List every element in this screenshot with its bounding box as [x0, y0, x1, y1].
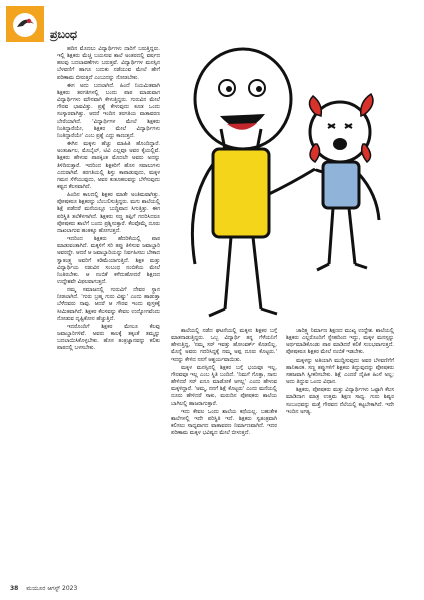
paragraph: ಇದರೊಂದಿಗೆ ಶಿಕ್ಷಕರ ಮೇಲೂ ಕೆಲವು ಜವಾಬ್ದಾರಿಗಳಿವೆ. ಅವರು ಕಾಲಕ್ಕೆ ತಕ್ಕಂತೆ ತಮ್ಮನ್ನು ಬದಲಾಯಿಸಿಕೊಳ್ಳಬೇಕು. ಹೊಸ ತಂತ್ರಜ್ಞಾನವನ್ನು ಕಲಿತು ಪಾಠದಲ್ಲಿ ಬಳಸಬೇಕು. — [57, 323, 160, 352]
section-title: ಪ್ರಬಂಧ — [50, 28, 77, 41]
paragraph: ಹದಿನ ಮೊದಲು ವಿದ್ಯಾರ್ಥಿಗಳು ದಾರಿಗೆ ಬರುತ್ತಿದ್ದರು. ಇಲ್ಲಿ ಶಿಕ್ಷಕರು ಮೆಚ್ಚಿ ಬಯಸುವ ಶಾಲೆ ಅಂತರದಲ್ಲಿ ವರ್ಷದ ಹಲವು ಬದಲಾವಣೆಗಳು ಬರುತ್ತವೆ. ವಿದ್ಯಾರ್ಥಿಗಳ ಮನಸ್ಸಿನ ಬೆಳವಣಿಗೆ ಹಾಗೂ ಬದುಕು ನಡೆಯುವ ಮೇಲೆ ಹೇಗೆ ಪರಿಣಾಮ ಬೀರುತ್ತದೆ ಎಂಬುದನ್ನು ನೋಡಬೇಕು. — [57, 46, 160, 81]
article-column-2 — [171, 328, 277, 568]
paragraph: ಈಗಿನ ಮಕ್ಕಳು ಹೆಚ್ಚು ಮಾಹಿತಿ ಹೊಂದಿದ್ದಾರೆ. ಅಂತರ್ಜಾಲ, ಮೊಬೈಲ್, ಟಿವಿ ಎಲ್ಲವೂ ಅವರ ಕೈಯಲ್ಲಿವೆ. ಶಿಕ್ಷಕರು ಹೇಳುವ ಪಾಠಕ್ಕಿಂತ ಮೊದಲೇ ಅವರು ಅದನ್ನು ತಿಳಿದಿರುತ್ತಾರೆ. ಇದರಿಂದ ಶಿಕ್ಷಕರಿಗೆ ಹೊಸ ಸವಾಲುಗಳು ಎದುರಾಗಿವೆ. ತರಗತಿಯಲ್ಲಿ ಶಿಸ್ತು ಕಾಪಾಡುವುದು, ಮಕ್ಕಳ ಗಮನ ಸೆಳೆಯುವುದು, ಅವರ ಕುತೂಹಲವನ್ನು ಬೆಳೆಸುವುದು ಕಷ್ಟದ ಕೆಲಸವಾಗಿದೆ. — [57, 141, 160, 190]
paragraph: ಮಕ್ಕಳ ಮನಸ್ಸಿನಲ್ಲಿ ಶಿಕ್ಷಕರ ಬಗ್ಗೆ ಭಯವೂ ಇಲ್ಲ, ಗೌರವವೂ ಇಲ್ಲ ಎಂಬ ಸ್ಥಿತಿ ಬಂದಿದೆ. 'ನಿಮಗೆ ಗೊತ್ತಾ, ನಾನು ಹೇಳಿದರೆ ಸರ್ ಏನೂ ಮಾಡೋಕೆ ಆಗಲ್ಲ' ಎಂದು ಹೇಳುವ ಮಕ್ಕಳಿದ್ದಾರೆ. 'ಅಮ್ಮ, ನನಗೆ ಶಿಕ್ಷೆ ಕೊಟ್ಟರು' ಎಂದು ಮನೆಯಲ್ಲಿ ದೂರು ಹೇಳಿದರೆ ಸಾಕು, ಮರುದಿನ ಪೋಷಕರು ಶಾಲೆಯ ಬಾಗಿಲಲ್ಲಿ ಹಾಜರಾಗುತ್ತಾರೆ. — [171, 364, 277, 407]
paragraph: ಇದರಿಂದ ಶಿಕ್ಷಕರು ಹೆದರಿಕೆಯಲ್ಲಿ ಪಾಠ ಮಾಡುವಂತಾಗಿದೆ. ಮಕ್ಕಳಿಗೆ ಸರಿ ತಪ್ಪು ತಿಳಿಸುವ ಜವಾಬ್ದಾರಿ ಅವರದ್ದೇ. ಆದರೆ ಆ ಜವಾಬ್ದಾರಿಯನ್ನು ನಿರ್ವಹಿಸಲು ಬೇಕಾದ ಸ್ವಾತಂತ್ರ್ಯ ಅವರಿಗೆ ಕಡಿಮೆಯಾಗುತ್ತಿದೆ. ಶಿಕ್ಷಕ ಮತ್ತು ವಿದ್ಯಾರ್ಥಿಯ ನಡುವಿನ ಸಂಬಂಧ ನಂಬಿಕೆಯ ಮೇಲೆ ನಿಂತಿರಬೇಕು. ಆ ನಂಬಿಕೆ ಕಳೆದುಹೋದರೆ ಶಿಕ್ಷಣದ ಉದ್ದೇಶವೇ ವಿಫಲವಾಗುತ್ತದೆ. — [57, 236, 160, 285]
publication-name: ಮಯೂರ ಆಗಸ್ಟ್ 2023 — [26, 585, 78, 592]
paragraph: ಇದು ಕೇವಲ ಒಂದು ಶಾಲೆಯ ಕಥೆಯಲ್ಲ. ಬಹುತೇಕ ಶಾಲೆಗಳಲ್ಲಿ ಇದೇ ಪರಿಸ್ಥಿತಿ ಇದೆ. ಶಿಕ್ಷಕರು ಸ್ವತಂತ್ರವಾಗಿ ಕಲಿಸಲು ಸಾಧ್ಯವಾಗದ ವಾತಾವರಣ ನಿರ್ಮಾಣವಾಗಿದೆ. ಇದರ ಪರಿಣಾಮ ಮಕ್ಕಳ ಭವಿಷ್ಯದ ಮೇಲೆ ಬೀಳುತ್ತದೆ. — [171, 408, 277, 437]
cartoon-illustration — [165, 44, 410, 326]
page-footer — [10, 585, 77, 593]
paragraph: ಮಕ್ಕಳನ್ನು ಅತಿಯಾಗಿ ಮುದ್ದಿಸುವುದು ಅವರ ಬೆಳವಣಿಗೆಗೆ ಹಾನಿಕಾರಕ. ಸಣ್ಣ ತಪ್ಪುಗಳಿಗೆ ಶಿಕ್ಷಕರು ತಿದ್ದುವುದನ್ನು ಪೋಷಕರು ಸಹಜವಾಗಿ ಸ್ವೀಕರಿಸಬೇಕು. ಶಿಕ್ಷೆ ಎಂದರೆ ದೈಹಿಕ ಹಿಂಸೆ ಅಲ್ಲ; ಅದು ತಿದ್ದುವ ಒಂದು ವಿಧಾನ. — [286, 357, 394, 386]
page-number: 38 — [10, 585, 19, 592]
magazine-logo — [6, 6, 44, 42]
logo-emblem-icon — [6, 6, 44, 42]
article-column-1 — [57, 46, 160, 568]
paragraph: ಹಿಂದಿನ ಕಾಲದಲ್ಲಿ ಶಿಕ್ಷಕರ ಮಾತೇ ಅಂತಿಮವಾಗಿತ್ತು. ಪೋಷಕರೂ ಶಿಕ್ಷಕರನ್ನು ಬೆಂಬಲಿಸುತ್ತಿದ್ದರು. ಮಗು ಶಾಲೆಯಲ್ಲಿ ಶಿಕ್ಷೆ ಪಡೆದರೆ ಮನೆಯಲ್ಲೂ ಬುದ್ಧಿವಾದ ಸಿಗುತ್ತಿತ್ತು. ಈಗ ಪರಿಸ್ಥಿತಿ ತಲೆಕೆಳಗಾಗಿದೆ. ಶಿಕ್ಷಕರು ಸಣ್ಣ ತಪ್ಪಿಗೆ ಗದರಿಸಿದರೂ ಪೋಷಕರು ಶಾಲೆಗೆ ಬಂದು ಪ್ರಶ್ನಿಸುತ್ತಾರೆ. ಕೆಲವೊಮ್ಮೆ ದೂರು ದಾಖಲಾಗುವ ಹಂತಕ್ಕೂ ಹೋಗುತ್ತದೆ. — [57, 192, 160, 234]
paragraph: ನಮ್ಮ ಸಮಾಜದಲ್ಲಿ ಗುರುವಿಗೆ ದೇವರ ಸ್ಥಾನ ನೀಡಲಾಗಿದೆ. 'ಗುರು ಬ್ರಹ್ಮ ಗುರು ವಿಷ್ಣು' ಎಂದು ಹಾಡುತ್ತಾ ಬೆಳೆದವರು ನಾವು. ಆದರೆ ಆ ಗೌರವ ಇಂದು ಪುಸ್ತಕಕ್ಕೆ ಸೀಮಿತವಾಗಿದೆ. ಶಿಕ್ಷಕರ ಕೆಲಸವನ್ನು ಕೇವಲ ಉದ್ಯೋಗವೆಂದು ನೋಡುವ ದೃಷ್ಟಿಕೋನ ಹೆಚ್ಚುತ್ತಿದೆ. — [57, 287, 160, 322]
paragraph: ಶಿಕ್ಷಕರು, ಪೋಷಕರು ಮತ್ತು ವಿದ್ಯಾರ್ಥಿಗಳು ಒಟ್ಟಾಗಿ ಕೆಲಸ ಮಾಡಿದಾಗ ಮಾತ್ರ ಉತ್ತಮ ಶಿಕ್ಷಣ ಸಾಧ್ಯ. ಗುರು ಶಿಷ್ಯರ ಸಂಬಂಧವನ್ನು ಮತ್ತೆ ಗೌರವದ ನೆಲೆಯಲ್ಲಿ ಕಟ್ಟಬೇಕಾಗಿದೆ. ಇದೇ ಇಂದಿನ ಅಗತ್ಯ. — [286, 387, 394, 415]
paragraph: ಈಗ ಅದು ಬದಲಾಗಿದೆ. ಹಿಂದೆ ನಿಯಮಿತವಾಗಿ ಶಿಕ್ಷಕರು ತರಗತಿಗಳಲ್ಲಿ ಬಂದು ಪಾಠ ಮಾಡುವಾಗ ವಿದ್ಯಾರ್ಥಿಗಳು ಮೌನವಾಗಿ ಕೇಳುತ್ತಿದ್ದರು. ಗುರುವಿನ ಮೇಲೆ ಗೌರವ ಭಾವವಿತ್ತು. ಪ್ರಶ್ನೆ ಕೇಳುವುದು ಕೂಡ ಒಂದು ಸಂಸ್ಕಾರವಾಗಿತ್ತು. ಆದರೆ ಇಂದಿನ ತರಗತಿಯ ವಾತಾವರಣ ಬೇರೆಯಾಗಿದೆ. 'ವಿದ್ಯಾರ್ಥಿಗಳ ಮೇಲೆ ಶಿಕ್ಷಕರು ನಿಂತಿದ್ದಾರೆಯೇ, ಶಿಕ್ಷಕರ ಮೇಲೆ ವಿದ್ಯಾರ್ಥಿಗಳು ನಿಂತಿದ್ದಾರೆಯೇ' ಎಂಬ ಪ್ರಶ್ನೆ ಎದ್ದು ಕಾಣುತ್ತದೆ. — [57, 82, 160, 139]
article-column-3 — [286, 328, 394, 568]
paragraph: ಶಾಲೆಯಲ್ಲಿ ನಡೆದ ಘಟನೆಯಲ್ಲಿ ಮಕ್ಕಳು ಶಿಕ್ಷಕರ ಬಗ್ಗೆ ಮಾತನಾಡುತ್ತಿದ್ದರು. ಒಬ್ಬ ವಿದ್ಯಾರ್ಥಿ ತನ್ನ ಗೆಳೆಯನಿಗೆ ಹೇಳುತ್ತಿದ್ದ, 'ನಮ್ಮ ಸರ್ ಇವತ್ತು ಹೋಂವರ್ಕ್ ಕೊಡಲಿಲ್ಲ, ಮೊನ್ನೆ ಅವರು ಗದರಿಸಿದ್ದಕ್ಕೆ ನಮ್ಮ ಅಪ್ಪ ದೂರು ಕೊಟ್ಟರು.' ಇದನ್ನು ಕೇಳಿದ ನನಗೆ ಆಶ್ಚರ್ಯವಾಯಿತು. — [171, 328, 277, 363]
paragraph: ಚಾರಿತ್ರ್ಯ ನಿರ್ಮಾಣ ಶಿಕ್ಷಣದ ಮುಖ್ಯ ಉದ್ದೇಶ. ಶಾಲೆಯಲ್ಲಿ ಶಿಕ್ಷಕರು ಎಲ್ಲರೊಂದಿಗೆ ಸ್ನೇಹದಿಂದ ಇದ್ದು, ಮಕ್ಕಳ ಮನಸ್ಸನ್ನು ಅರ್ಥಮಾಡಿಕೊಂಡು ಪಾಠ ಮಾಡಿದರೆ ಕಲಿಕೆ ಸುಲಭವಾಗುತ್ತದೆ. ಪೋಷಕರೂ ಶಿಕ್ಷಕರ ಮೇಲೆ ನಂಬಿಕೆ ಇಡಬೇಕು. — [286, 328, 394, 356]
teacher-student-cartoon-icon — [165, 44, 410, 326]
